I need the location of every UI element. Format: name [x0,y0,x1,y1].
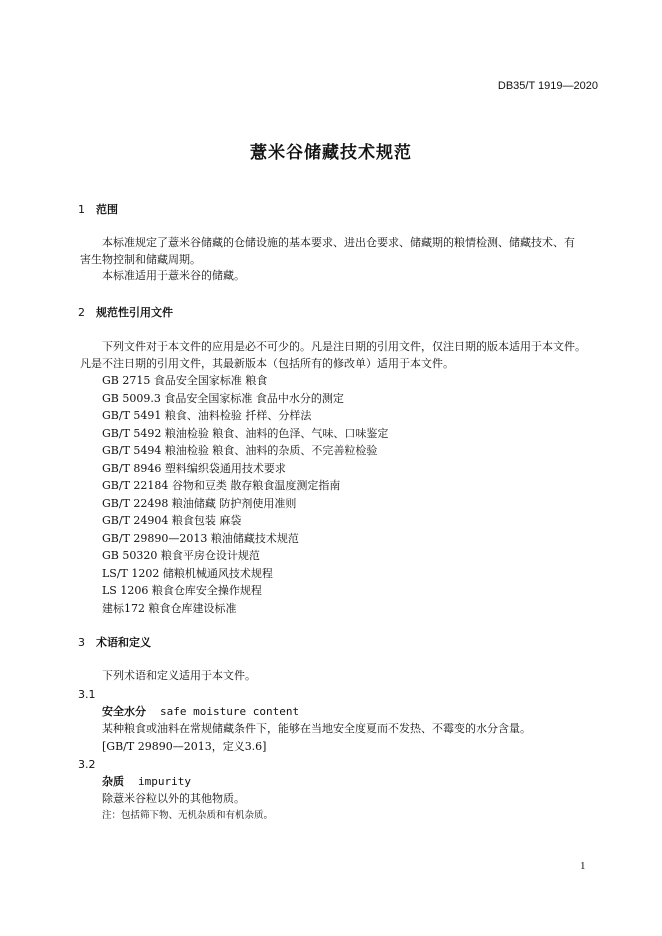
term-3-1-definition: 某种粮食或油料在常规储藏条件下，能够在当地安全度夏而不发热、不霉变的水分含量。 [102,722,531,735]
document-title: 薏米谷储藏技术规范 [250,143,412,163]
term-3-2-english: impurity [138,775,191,788]
reference-item: LS/T 1202 储粮机械通风技术规程 [102,567,273,580]
term-3-2-number: 3.2 [78,758,96,771]
term-3-2-definition: 除薏米谷粒以外的其他物质。 [102,792,245,805]
reference-item: GB/T 5492 粮油检验 粮食、油料的色泽、气味、口味鉴定 [102,427,389,440]
section-1-paragraph-2: 本标准适用于薏米谷的储藏。 [102,269,245,282]
term-3-1-number: 3.1 [78,688,96,701]
term-3-1-english: safe moisture content [160,705,300,718]
section-1-paragraph-line-1: 本标准规定了薏米谷储藏的仓储设施的基本要求、进出仓要求、储藏期的粮情检测、储藏技术、有 [102,236,575,249]
term-3-1-source: [GB/T 29890—2013，定义3.6] [102,740,267,753]
document-code: DB35/T 1919—2020 [497,80,598,92]
section-1-paragraph-line-2: 害生物控制和储藏周期。 [80,253,201,266]
reference-item: GB/T 29890—2013 粮油储藏技术规范 [102,532,299,545]
reference-item: GB/T 5491 粮食、油料检验 扦样、分样法 [102,409,312,422]
reference-item: 建标172 粮食仓库建设标准 [102,602,237,615]
reference-item: GB 2715 食品安全国家标准 粮食 [102,374,268,387]
term-3-2-chinese: 杂质 [102,775,124,788]
section-3-title: 术语和定义 [96,636,151,649]
term-3-1-chinese: 安全水分 [102,705,146,718]
reference-item: GB/T 8946 塑料编织袋通用技术要求 [102,462,286,475]
reference-item: GB/T 22498 粮油储藏 防护剂使用准则 [102,497,297,510]
reference-item: LS 1206 粮食仓库安全操作规程 [102,584,262,597]
reference-item: GB 5009.3 食品安全国家标准 食品中水分的测定 [102,392,344,405]
section-2-paragraph-line-1: 下列文件对于本文件的应用是必不可少的。凡是注日期的引用文件，仅注日期的版本适用于本文件。 [102,340,586,353]
reference-item: GB/T 22184 谷物和豆类 散存粮食温度测定指南 [102,479,341,492]
section-2-paragraph-line-2: 凡是不注日期的引用文件，其最新版本（包括所有的修改单）适用于本文件。 [80,357,454,370]
reference-item: GB/T 5494 粮油检验 粮食、油料的杂质、不完善粒检验 [102,444,378,457]
section-3-number: 3 [78,636,85,649]
section-1-number: 1 [78,203,85,216]
page-number: 1 [580,860,586,872]
reference-item: GB 50320 粮食平房仓设计规范 [102,549,260,562]
section-2-title: 规范性引用文件 [96,306,173,319]
section-2-number: 2 [78,306,85,319]
reference-item: GB/T 24904 粮食包装 麻袋 [102,514,242,527]
term-3-2-note: 注：包括筛下物、无机杂质和有机杂质。 [102,810,274,821]
section-1-title: 范围 [96,203,118,216]
section-3-intro: 下列术语和定义适用于本文件。 [102,669,256,682]
